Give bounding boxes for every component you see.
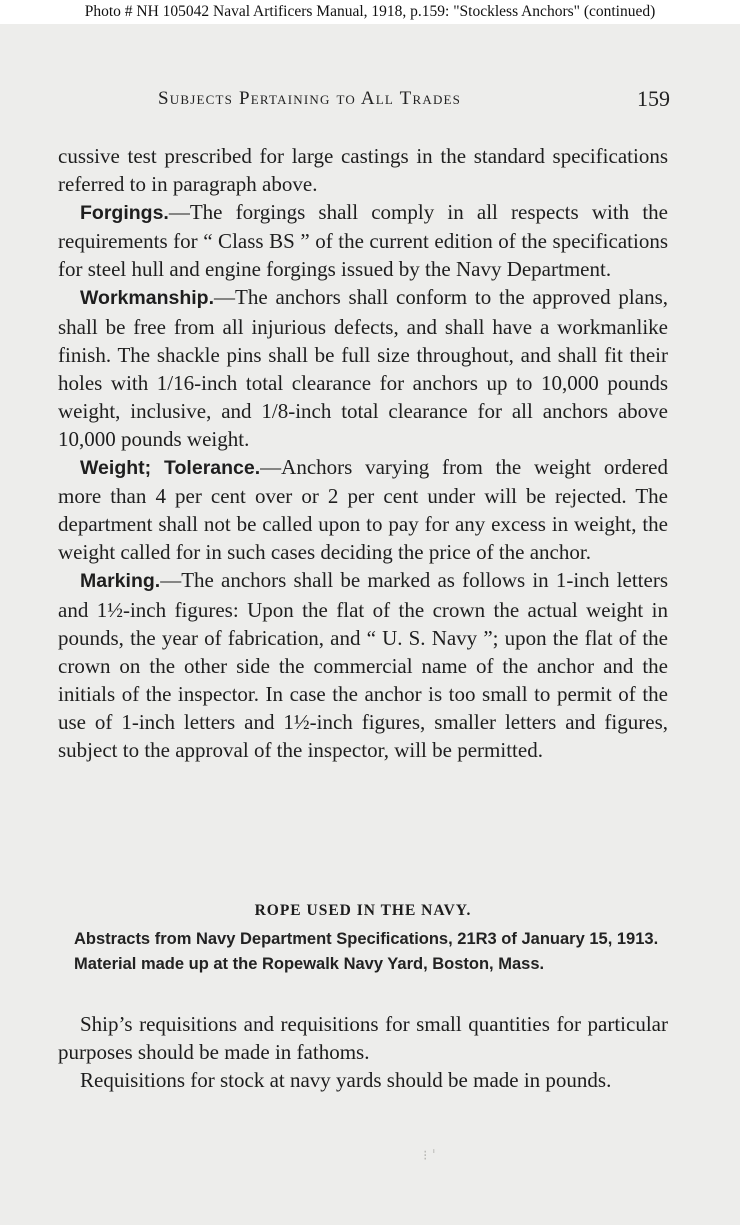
- paragraph-requisitions-ships: Ship’s requisitions and requisitions for small quantities for particular purposes should be made in fathoms.: [58, 1012, 668, 1064]
- paragraph-text: —The anchors shall be marked as follows in 1-inch letters and 1½-inch figures: Upon the flat of the crown the actual weight in pounds, the year of fabrication, and “ U. S. Navy ”; upon the flat of the crown on the other side the commercial name of the anchor and the initials of the inspector. In case the anchor is too small to permit of the use of 1-inch letters and 1½-inch figures, smaller letters and figures, subject to the approval of the inspector, will be permitted.: [58, 568, 668, 762]
- abstract-line: Material made up at the Ropewalk Navy Yard, Boston, Mass.: [74, 955, 545, 973]
- body-text: [58, 142, 668, 764]
- paragraph-text: —The anchors shall conform to the approved plans, shall be free from all injurious defects, and shall have a workmanlike finish. The shackle pins shall be full size throughout, and shall fit their holes with 1/16-inch total clearance for anchors up to 10,000 pounds weight, inclusive, and 1/8-inch total clearance for all anchors above 10,000 pounds weight.: [58, 285, 668, 451]
- run-in-heading: Workmanship.: [80, 287, 214, 310]
- run-in-heading: Forgings.: [80, 202, 169, 225]
- section-heading: ROPE USED IN THE NAVY.: [254, 902, 472, 919]
- manual-page: [0, 24, 740, 1225]
- page-number: 159: [637, 86, 670, 111]
- paragraph-marking: [58, 566, 668, 764]
- paragraph-continuation: [58, 142, 668, 198]
- photo-caption: Photo # NH 105042 Naval Artificers Manual, 1918, p.159: "Stockless Anchors" (continued): [0, 0, 740, 24]
- paragraph-requisitions-stock: Requisitions for stock at navy yards should be made in pounds.: [80, 1068, 612, 1092]
- paragraph-text: —Anchors varying from the weight ordered more than 4 per cent over or 2 per cent under will be rejected. The department shall not be called upon to pay for any excess in weight, the weight called for in such cases deciding the price of the anchor.: [58, 455, 669, 565]
- paragraph-workmanship: [58, 283, 668, 453]
- running-head: [58, 88, 670, 116]
- run-in-heading: Marking.: [80, 570, 161, 593]
- paragraph-text: cussive test prescribed for large castings in the standard specifications referred to in paragraph above.: [58, 144, 668, 197]
- ink-smudge: ⁝ ˈ: [423, 1148, 436, 1164]
- closing-text: [58, 1010, 668, 1094]
- paragraph-text: —The forgings shall comply in all respects with the requirements for “ Class BS ” of the current edition of the specifications for steel hull and engine forgings issued by the Navy Department.: [58, 200, 668, 282]
- running-title: Subjects Pertaining to All Trades: [158, 88, 462, 109]
- abstract-line: Abstracts from Navy Department Specifications, 21R3 of January 15, 1913.: [74, 930, 659, 948]
- run-in-heading: Weight; Tolerance.: [80, 457, 261, 480]
- abstracts-block: [58, 929, 668, 975]
- paragraph-forgings: [58, 198, 668, 283]
- paragraph-weight-tolerance: [58, 453, 668, 566]
